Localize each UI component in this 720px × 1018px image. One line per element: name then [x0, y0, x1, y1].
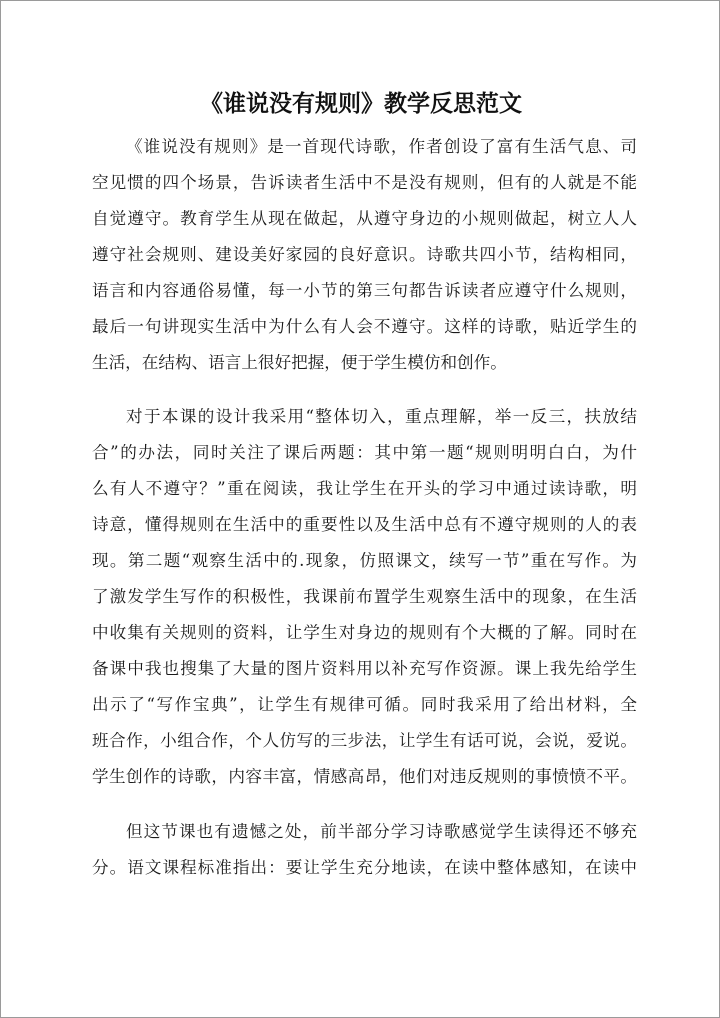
paragraph-2-line-10: 班合作，小组合作，个人仿写的三步法，让学生有话可说，会说，爱说。: [92, 731, 637, 750]
paragraph-2-line-9: 出示了“写作宝典”，让学生有规律可循。同时我采用了给出材料，全: [92, 695, 637, 714]
paragraph-2-line-2: 合”的办法，同时关注了课后两题：其中第一题“规则明明白白，为什: [92, 443, 637, 462]
paragraph-3-line-1: 但这节课也有遗憾之处，前半部分学习诗歌感觉学生读得还不够充: [126, 822, 637, 841]
paragraph-1-line-1: 《谁说没有规则》是一首现代诗歌，作者创设了富有生活气息、司: [126, 137, 637, 156]
paragraph-2-line-6: 了激发学生写作的积极性，我课前布置学生观察生活中的现象，在生活: [92, 587, 637, 606]
paragraph-2-line-3: 么有人不遵守？”重在阅读，我让学生在开头的学习中通过读诗歌，明: [92, 479, 637, 498]
paragraph-1-line-7: 生活，在结构、语言上很好把握，便于学生模仿和创作。: [92, 353, 507, 372]
paragraph-2-line-11: 学生创作的诗歌，内容丰富，情感高昂，他们对违反规则的事愤愤不平。: [92, 767, 637, 786]
paragraph-2-line-8: 备课中我也搜集了大量的图片资料用以补充写作资源。课上我先给学生: [92, 659, 637, 678]
paragraph-2-line-5: 现。第二题“观察生活中的.现象，仿照课文，续写一节”重在写作。为: [92, 551, 637, 570]
paragraph-2-line-4: 诗意，懂得规则在生活中的重要性以及生活中总有不遵守规则的人的表: [92, 515, 637, 534]
paragraph-1-line-2: 空见惯的四个场景，告诉读者生活中不是没有规则，但有的人就是不能: [92, 173, 637, 192]
paragraph-1-line-3: 自觉遵守。教育学生从现在做起，从遵守身边的小规则做起，树立人人: [92, 209, 637, 228]
paragraph-2-line-7: 中收集有关规则的资料，让学生对身边的规则有个大概的了解。同时在: [92, 623, 637, 642]
paragraph-1-line-4: 遵守社会规则、建设美好家园的良好意识。诗歌共四小节，结构相同，: [92, 245, 637, 264]
paragraph-1-line-5: 语言和内容通俗易懂，每一小节的第三句都告诉读者应遵守什么规则，: [92, 281, 637, 300]
paragraph-2-line-1: 对于本课的设计我采用“整体切入，重点理解，举一反三，扶放结: [126, 407, 637, 426]
paragraph-3-line-2: 分。语文课程标准指出：要让学生充分地读，在读中整体感知，在读中: [92, 858, 637, 877]
paragraph-1-line-6: 最后一句讲现实生活中为什么有人会不遵守。这样的诗歌，贴近学生的: [92, 317, 637, 336]
document-title: 《谁说没有规则》教学反思范文: [200, 91, 522, 117]
